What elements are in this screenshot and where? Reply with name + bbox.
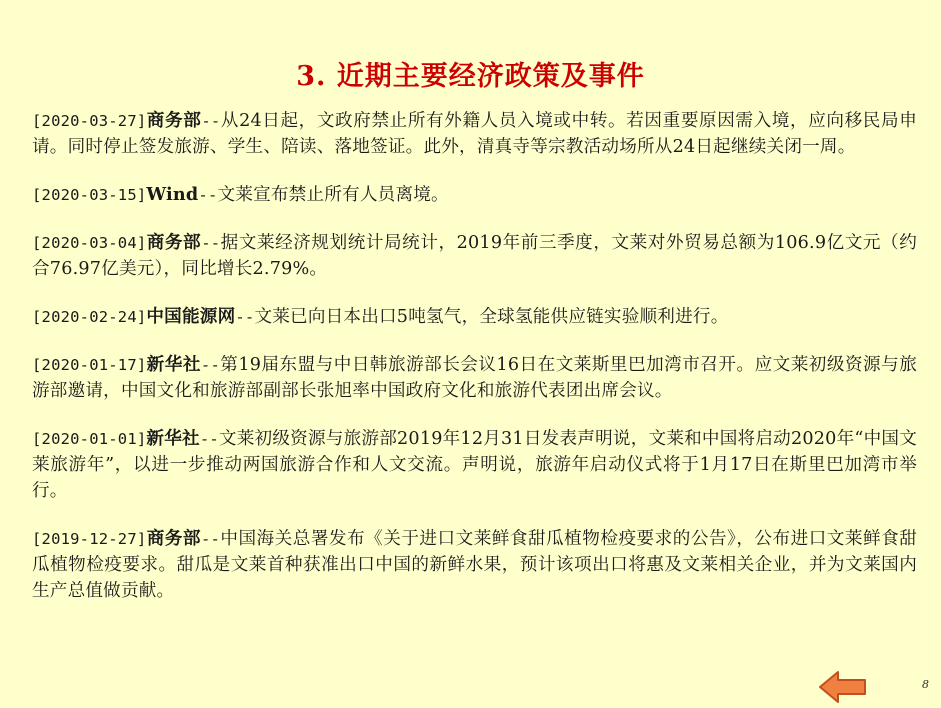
news-entry: [32, 182, 917, 208]
entry-separator: --: [200, 530, 221, 548]
entry-separator: --: [201, 112, 221, 130]
entry-text: 文莱已向日本出口5吨氢气，全球氢能供应链实验顺利进行。: [254, 307, 729, 327]
entry-text: 从24日起，文政府禁止所有外籍人员入境或中转。若因重要原因需入境，应向移民局申请。同时停止签发旅游、学生、陪读、落地签证。此外，清真寺等宗教活动场所从24日起继续关闭一周。: [32, 111, 917, 157]
entry-source: 新华社: [146, 428, 200, 449]
news-entry: [32, 426, 917, 504]
entry-separator: --: [235, 308, 255, 326]
entry-date: [2020-03-15]: [32, 186, 147, 204]
left-arrow-icon: [818, 670, 868, 704]
entry-date: [2020-03-04]: [32, 234, 147, 252]
back-button[interactable]: [818, 670, 868, 704]
entry-source: 商务部: [146, 232, 202, 253]
entry-separator: --: [199, 430, 219, 448]
entry-separator: --: [201, 234, 221, 252]
news-entry: [32, 352, 917, 404]
entry-text: 据文莱经济规划统计局统计，2019年前三季度，文莱对外贸易总额为106.9亿文元（约合76.97亿美元），同比增长2.79%。: [32, 233, 918, 279]
entry-separator: --: [200, 356, 220, 374]
page-number: 8: [922, 678, 929, 691]
entry-text: 第19届东盟与中日韩旅游部长会议16日在文莱斯里巴加湾市召开。应文莱初级资源与旅游部邀请，中国文化和旅游部副部长张旭率中国政府文化和旅游代表团出席会议。: [32, 355, 917, 401]
news-list: [32, 108, 917, 626]
page-title: 3. 近期主要经济政策及事件: [296, 61, 645, 93]
entry-text: 中国海关总署发布《关于进口文莱鲜食甜瓜植物检疫要求的公告》，公布进口文莱鲜食甜瓜植物检疫要求。甜瓜是文莱首种获准出口中国的新鲜水果，预计该项出口将惠及文莱相关企业，并为文莱国内生产总值做贡献。: [32, 529, 917, 601]
entry-date: [2020-02-24]: [32, 308, 147, 326]
entry-source: 商务部: [146, 528, 201, 549]
entry-source: 商务部: [146, 110, 202, 131]
entry-source: 新华社: [146, 354, 201, 375]
entry-separator: --: [198, 186, 218, 204]
news-entry: [32, 230, 917, 282]
entry-text: 文莱宣布禁止所有人员离境。: [217, 185, 449, 205]
news-entry: [32, 108, 917, 160]
entry-date: [2019-12-27]: [32, 530, 147, 548]
entry-source: Wind: [146, 184, 199, 205]
news-entry: [32, 304, 917, 330]
entry-source: 中国能源网: [146, 306, 236, 327]
entry-date: [2020-01-17]: [32, 356, 147, 374]
entry-text: 文莱初级资源与旅游部2019年12月31日发表声明说，文莱和中国将启动2020年“中国文莱旅游年”，以进一步推动两国旅游合作和人文交流。声明说，旅游年启动仪式将于1月17日在斯里巴加湾市举行。: [32, 429, 917, 501]
entry-date: [2020-01-01]: [32, 430, 147, 448]
entry-date: [2020-03-27]: [32, 112, 147, 130]
news-entry: [32, 526, 917, 604]
